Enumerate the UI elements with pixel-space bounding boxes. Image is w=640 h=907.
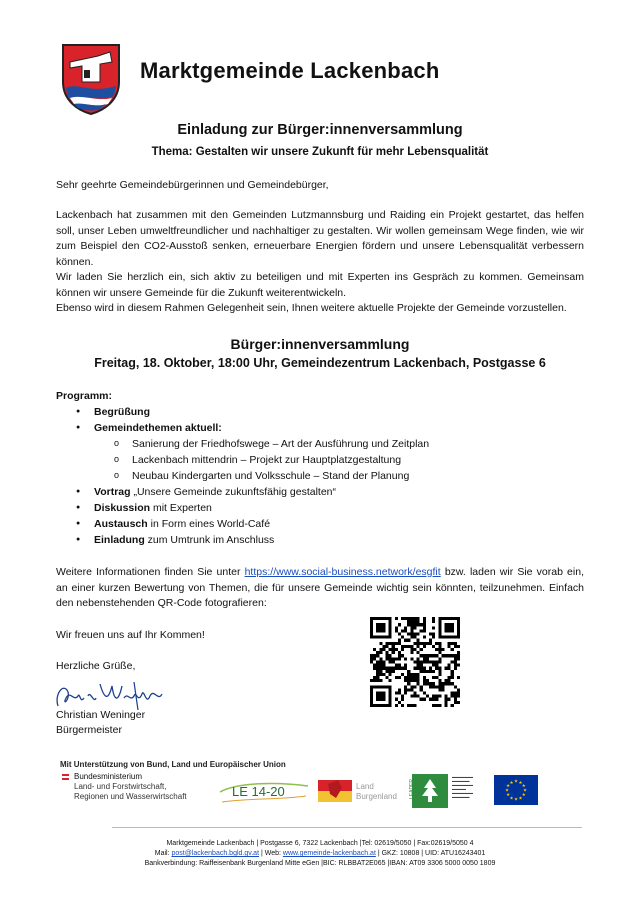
invitation-title: Einladung zur Bürger:innenversammlung [177,122,463,138]
svg-text:★: ★ [506,792,511,798]
eu-flag-icon [494,775,538,805]
salutation: Sehr geehrte Gemeindebürgerinnen und Gemeindebürger, [56,179,329,191]
program-list [56,404,429,548]
footer-address: Marktgemeinde Lackenbach | Postgasse 6, 7322 Lackenbach |Tel: 02619/5050 | Fax:02619/5050 4 [166,840,474,847]
event-details: Freitag, 18. Oktober, 18:00 Uhr, Gemeindezentrum Lackenbach, Postgasse 6 [94,356,546,370]
email-link[interactable]: post@lackenbach.bgld.gv.at [171,850,260,857]
svg-text:★: ★ [518,795,523,801]
paragraph-intro: Lackenbach hat zusammen mit den Gemeinden Lutzmannsburg und Raiding ein Projekt gestartet, das helfen soll, unser Leben umweltfreundlicher und nachhaltiger zu gestalten. Wir wollen gemeinsam Wege finden, wie wir zum Beispiel den CO2-Ausstoß senken, erneuerbare Energien fördern und unsere Lebensqualität verbessern können. [56,209,584,268]
program-item-topics: ● Gemeindethemen aktuell: o Sanierung der Friedhofswege – Art der Ausführung und Zeitplan o Lackenbach mittendrin – Projekt zur Hauptplatzgestaltung o Neubau Kindergarten und Volksschule – Stand der Planung [56,420,429,484]
leader-logo [409,774,448,808]
svg-text:★: ★ [504,787,510,793]
mayor-role: Bürgermeister [56,724,122,736]
svg-text:★: ★ [506,783,511,789]
event-name: Bürger:innenversammlung [230,336,410,352]
info-paragraph: Weitere Informationen finden Sie unter https://www.social-business.network/esgfit bzw. laden wir Sie vorab ein, an einer kurzen Bewertung von Themen, die für unsere Gemeinde wichtig sein könnten, teilzunehmen. Einfach den nebenstehenden QR-Code fotografieren: [56,566,584,609]
website-link[interactable]: www.gemeinde-lackenbach.at [282,850,376,857]
footer-contact: Mail: post@lackenbach.bgld.gv.at | Web: www.gemeinde-lackenbach.at | GKZ: 10808 | UID: ATU16243401 [154,850,486,857]
svg-text:★: ★ [509,779,514,785]
program-title: Programm: [56,390,113,402]
paragraph-invite: Wir laden Sie herzlich ein, sich aktiv zu beteiligen und mit Experten ins Gespräch zu kommen. Gemeinsam können wir unsere Gemeinde für die Zukunft weiterentwickeln. [56,271,584,299]
svg-text:★: ★ [513,778,519,784]
le-14-20-logo [218,778,310,808]
svg-text:★: ★ [521,783,526,789]
program-item-greeting: ● Begrüßung [56,404,429,420]
svg-text:★: ★ [521,792,526,798]
burgenland-logo [318,776,408,808]
footer-divider [112,827,582,828]
mayor-name: Christian Weninger [56,709,146,721]
burgenland-line1: Land [356,782,374,791]
survey-link[interactable]: https://www.social-business.network/esgfit [244,566,441,578]
topics-sublist [94,436,429,484]
invitation-subtitle: Thema: Gestalten wir unsere Zukunft für mehr Lebensqualität [151,146,489,158]
program-item-reception: ● Einladung zum Umtrunk im Anschluss [56,532,429,548]
paragraph-projects: Ebenso wird in diesem Rahmen Gelegenheit sein, Ihnen weitere aktuelle Projekte der Gemeinde vorzustellen. [56,302,567,314]
closing-line: Wir freuen uns auf Ihr Kommen! [56,629,205,641]
topic-item: o Lackenbach mittendrin – Projekt zur Hauptplatzgestaltung [94,452,429,468]
le-label: LE 14-20 [232,784,285,799]
ministry-line2: Land- und Forstwirtschaft, [74,782,167,791]
ministry-line1: Bundesministerium [74,772,143,781]
svg-text:★: ★ [513,796,519,802]
greeting: Herzliche Grüße, [56,660,136,672]
program-item-discussion: ● Diskussion mit Experten [56,500,429,516]
municipality-crest-logo [60,42,122,116]
ministry-line3: Regionen und Wasserwirtschaft [74,792,187,801]
topic-item: o Neubau Kindergarten und Volksschule – Stand der Planung [94,468,429,484]
municipality-name: Marktgemeinde Lackenbach [140,58,440,83]
leader-label: LEADER [409,778,416,800]
eafrd-text-block: ▬▬▬▬▬▬ ▬▬▬▬▬ ▬▬▬▬▬▬ ▬▬▬▬ ▬▬▬▬▬▬ ▬▬▬▬▬ [452,775,473,799]
support-title: Mit Unterstützung von Bund, Land und Europäischer Union [60,760,286,769]
svg-text:★: ★ [509,795,514,801]
footer-bank: Bankverbindung: Raiffeisenbank Burgenland Mitte eGen |BIC: RLBBAT2E065 |IBAN: AT09 3306 5000 0050 1809 [144,860,496,867]
svg-text:★: ★ [518,779,523,785]
program-item-exchange: ● Austausch in Form eines World-Café [56,516,429,532]
svg-text:★: ★ [522,787,528,793]
ministry-logo [62,772,212,812]
topic-item: o Sanierung der Friedhofswege – Art der Ausführung und Zeitplan [94,436,429,452]
burgenland-line2: Burgenland [356,792,397,801]
program-item-talk: ● Vortrag „Unsere Gemeinde zukunftsfähig gestalten“ [56,484,429,500]
qr-code [370,617,460,707]
